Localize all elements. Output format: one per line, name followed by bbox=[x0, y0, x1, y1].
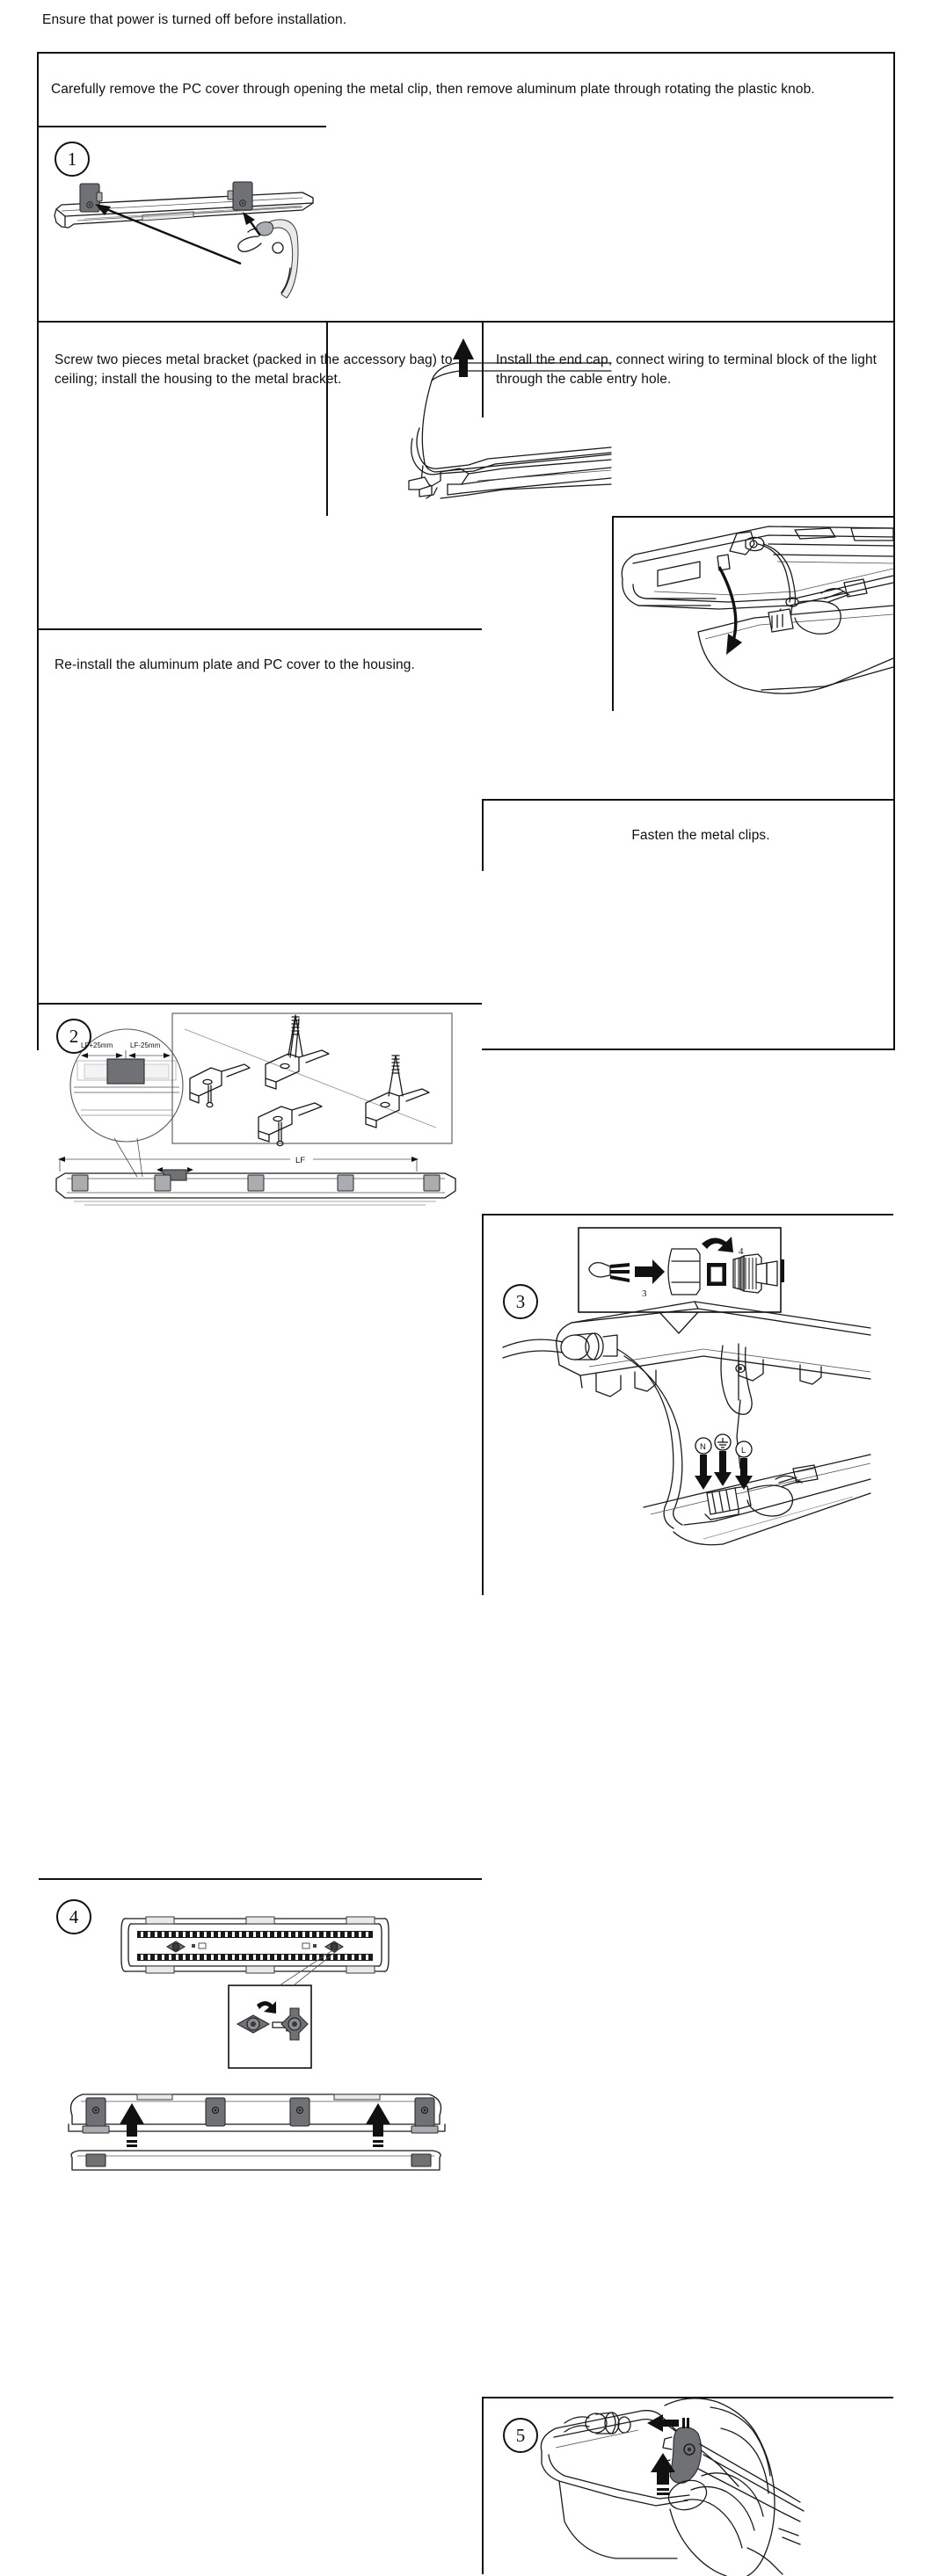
ceiling-bracket-inset bbox=[172, 1013, 452, 1146]
step2-caption-cell bbox=[39, 321, 482, 417]
step3-panel-wiring bbox=[482, 1214, 893, 1595]
terminal-markers bbox=[695, 1434, 753, 1490]
step1-caption: Carefully remove the PC cover through opening the metal clip, then remove aluminum plate through rotating the plastic knob. bbox=[51, 82, 815, 97]
label-gland-3: 3 bbox=[642, 1288, 647, 1299]
bracket-offset-detail-bubble bbox=[70, 1029, 183, 1177]
housing-profile-bottom bbox=[56, 1170, 455, 1205]
step5-panel-fasten-clips bbox=[482, 2397, 893, 2574]
housing-open-illustration bbox=[622, 526, 893, 693]
step1-panel-plate-rotation bbox=[612, 516, 893, 711]
cable-gland-exploded-detail bbox=[579, 1228, 781, 1312]
arrow-to-left-clip bbox=[95, 204, 241, 264]
step5-caption-cell bbox=[482, 799, 893, 871]
label-lf-minus: LF-25mm bbox=[130, 1041, 161, 1049]
step2-panel-bracket-mounting bbox=[39, 1003, 482, 1214]
step3-caption-cell bbox=[482, 321, 893, 417]
label-lf-span: LF bbox=[295, 1156, 306, 1165]
terminal-label-l: L bbox=[741, 1446, 746, 1455]
endcap-wiring-illustration bbox=[503, 1302, 870, 1545]
label-lf-plus: LF+25mm bbox=[81, 1041, 113, 1049]
cable-gland-right-pieces bbox=[781, 1259, 784, 1282]
step3-caption: Install the end cap, connect wiring to terminal block of the light through the cable entry hole. bbox=[496, 352, 877, 387]
instruction-table bbox=[37, 52, 895, 2446]
step4-panel-reassembly bbox=[39, 1878, 482, 2226]
metal-clip-right bbox=[228, 182, 252, 210]
knob-unlocked-state bbox=[281, 2008, 308, 2040]
clip-opener-tool bbox=[238, 220, 298, 298]
arrow-insert-right bbox=[366, 2103, 390, 2147]
hand-fastening-clip-illustration bbox=[541, 2398, 804, 2576]
label-gland-4: 4 bbox=[739, 1246, 744, 1257]
step-number-5: 5 bbox=[503, 2418, 538, 2453]
arrow-to-right-clip bbox=[243, 212, 260, 236]
step1-caption-cell bbox=[39, 54, 893, 126]
step1-panel-clip-removal bbox=[39, 126, 326, 321]
housing-span-dimension bbox=[58, 1156, 419, 1172]
plastic-knob-left bbox=[167, 1941, 185, 1952]
aluminum-plate-top-view bbox=[121, 1917, 389, 1973]
arrow-insert-left bbox=[120, 2103, 144, 2147]
terminal-label-n: N bbox=[700, 1442, 706, 1452]
housing-side-view-with-clips bbox=[69, 2094, 445, 2170]
step-number-4: 4 bbox=[56, 1899, 91, 1934]
arrow-rotate-down bbox=[719, 567, 742, 655]
step4-caption: Re-install the aluminum plate and PC cover to the housing. bbox=[55, 657, 415, 672]
plastic-knob-right bbox=[325, 1941, 343, 1952]
step5-caption: Fasten the metal clips. bbox=[631, 828, 770, 843]
step4-caption-cell bbox=[39, 628, 482, 700]
bracket-piece-4 bbox=[366, 1056, 429, 1128]
bracket-piece-2 bbox=[266, 1015, 329, 1089]
bracket-piece-1 bbox=[190, 1064, 250, 1107]
knob-locked-state bbox=[237, 2015, 269, 2033]
power-off-notice: Ensure that power is turned off before installation. bbox=[42, 12, 347, 27]
knob-rotation-detail bbox=[229, 1949, 338, 2068]
bracket-piece-3 bbox=[258, 1103, 322, 1146]
step-number-2: 2 bbox=[56, 1019, 91, 1054]
step-number-1: 1 bbox=[55, 141, 90, 177]
step2-caption: Screw two pieces metal bracket (packed in the accessory bag) to ceiling; install the housing to the metal bracket. bbox=[55, 352, 453, 387]
step-number-3: 3 bbox=[503, 1284, 538, 1319]
